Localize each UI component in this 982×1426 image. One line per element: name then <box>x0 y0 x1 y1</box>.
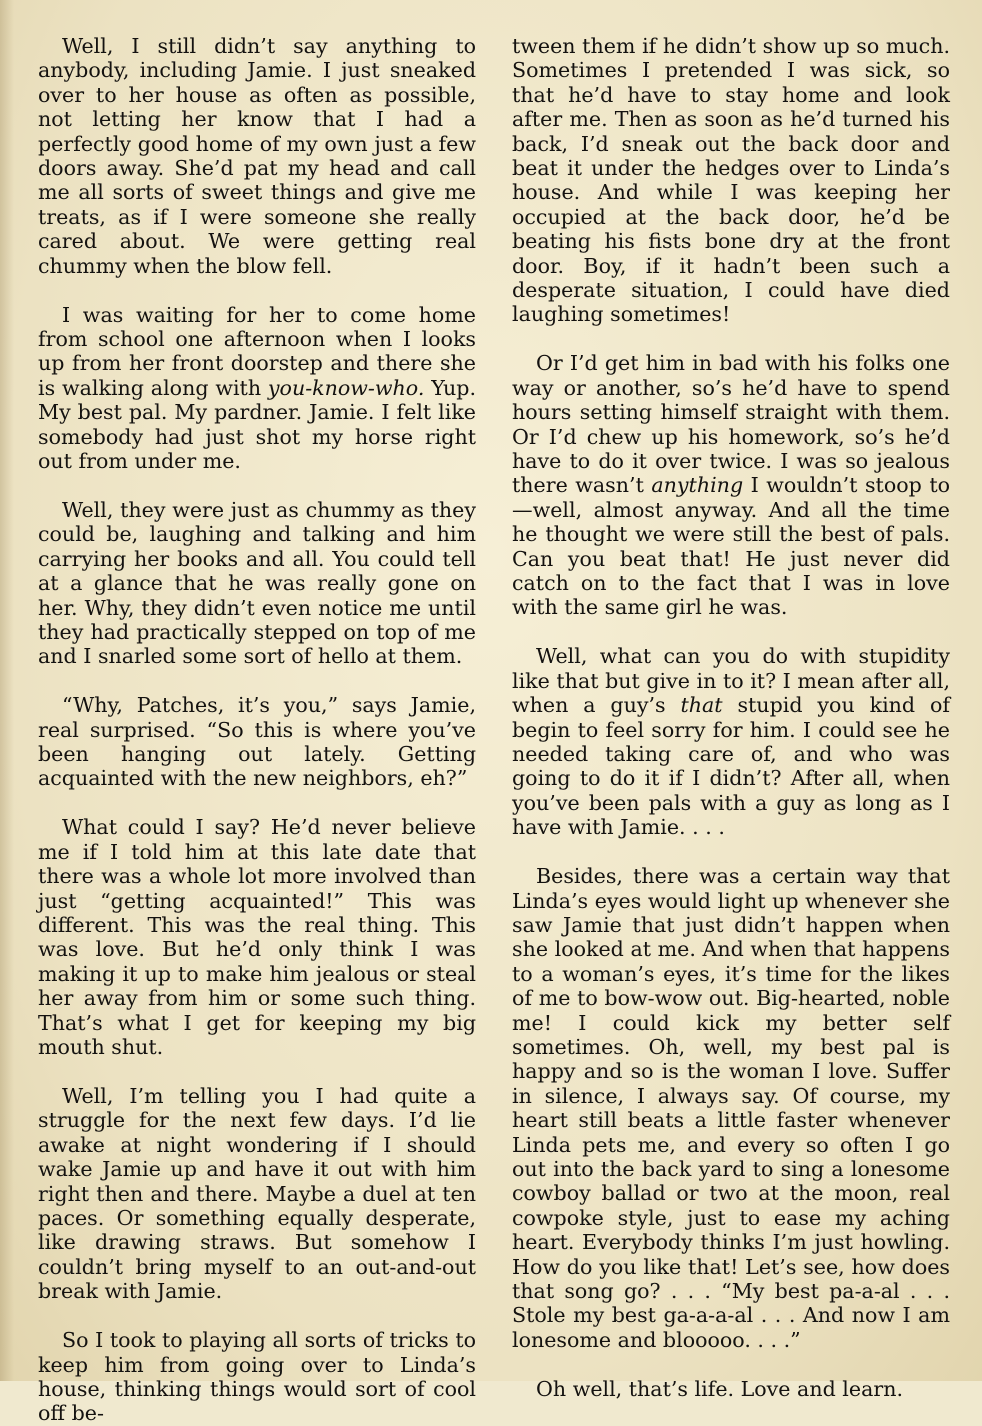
closing-line: Oh well, that’s life. Love and learn. <box>536 1376 904 1401</box>
paragraph-continued: tween them if he didn’t show up so much. Sometimes I pretended I was sick, so that he’d have to stay home and look after me. Then as soon as he’d turned his back, I’d sneak out the back door and beat it under the hedges over to Linda’s house. And while I was keeping her occupied at the back door, he’d be beating his fists bone dry at the front door. Boy, if it hadn’t been such a desperate situation, I could have died laughing sometimes! <box>512 34 950 327</box>
paragraph: Well, I still didn’t say anything to anybody, including Jamie. I just sneaked over to her house as often as possible, not letting her know that I had a perfectly good home of my own just a few doors away. She’d pat my head and call me all sorts of sweet things and give me treats, as if I were someone she really cared about. We were getting real chummy when the blow fell. <box>38 34 476 278</box>
paragraph-text: I wouldn’t stoop to—well, almost anyway. And all the time he thought we were still the best of pals. Can you beat that! He just never did catch on to the fact that I was in love with the same girl he was. <box>512 473 950 620</box>
paragraph: Well, they were just as chummy as they could be, laughing and talking and him carrying her books and all. You could tell at a glance that he was really gone on her. Why, they didn’t even notice me until they had practically stepped on top of me and I snarled some sort of hello at them. <box>38 497 476 669</box>
paragraph-text: Yup. My best pal. My pardner. Jamie. I felt like somebody had just shot my horse right out from under me. <box>38 375 476 473</box>
paragraph-text: Or I’d get him in bad with his folks one way or another, so’s he’d have to spend hours setting himself straight with them. Or I’d chew up his homework, so’s he’d have to do it over twice. I was so jealous there wasn’t <box>512 351 950 498</box>
paragraph <box>512 351 950 619</box>
paragraph: Besides, there was a certain way that Linda’s eyes would light up whenever she saw Jamie that just didn’t happen when she looked at me. And when that happens to a woman’s eyes, it’s time for the likes of me to bow-wow out. Big-hearted, noble me! I could kick my better self sometimes. Oh, well, my best pal is happy and so is the woman I love. Suffer in silence, I always say. Of course, my heart still beats a little faster whenever Linda pets me, and every so often I go out into the back yard to sing a lonesome cowboy ballad or two at the moon, real cowpoke style, just to ease my aching heart. Everybody thinks I’m just howling. How do you like that! Let’s see, how does that song go? . . . “My best pa-a-al . . . Stole my best ga-a-a-al . . . And now I am lonesome and blooooo. . . .” <box>512 864 950 1352</box>
italic-text: that <box>680 693 723 718</box>
page-edge-shadow <box>0 0 14 1381</box>
paragraph <box>512 644 950 839</box>
paragraph: What could I say? He’d never believe me if I told him at this late date that there was a whole lot more involved than just “getting acquainted!” This was different. This was the real thing. This was love. But he’d only think I was making it up to make him jealous or steal her away from him or some such thing. That’s what I get for keeping my big mouth shut. <box>38 815 476 1060</box>
paragraph: “Why, Patches, it’s you,” says Jamie, real surprised. “So this is where you’ve been hanging out lately. Getting acquainted with the new neighbors, eh?” <box>38 693 476 791</box>
paragraph-text: I was waiting for her to come home from school one afternoon when I looks up from her front doorstep and there she is walking along with <box>38 302 476 400</box>
left-column <box>38 34 476 1426</box>
italic-text: you-know-who. <box>267 375 425 400</box>
italic-text: anything <box>651 473 744 498</box>
paragraph: Well, I’m telling you I had quite a struggle for the next few days. I’d lie awake at night wondering if I should wake Jamie up and have it out with him right then and there. Maybe a duel at ten paces. Or something equally desperate, like drawing straws. But somehow I couldn’t bring myself to an out-and-out break with Jamie. <box>38 1083 476 1304</box>
paragraph-text: Well, what can you do with stupidity like that but give in to it? I mean after all, when a guy’s <box>512 644 950 718</box>
paragraph <box>38 303 476 474</box>
paragraph: So I took to playing all sorts of tricks to keep him from going over to Linda’s house, thinking things would sort of cool off be- <box>38 1328 476 1426</box>
right-column <box>512 34 950 1401</box>
paragraph-text: stupid you kind of begin to feel sorry for him. I could see he needed taking care of, and who was going to do it if I didn’t? After all, when you’ve been pals with a guy as long as I have with Jamie. . . . <box>512 693 951 840</box>
